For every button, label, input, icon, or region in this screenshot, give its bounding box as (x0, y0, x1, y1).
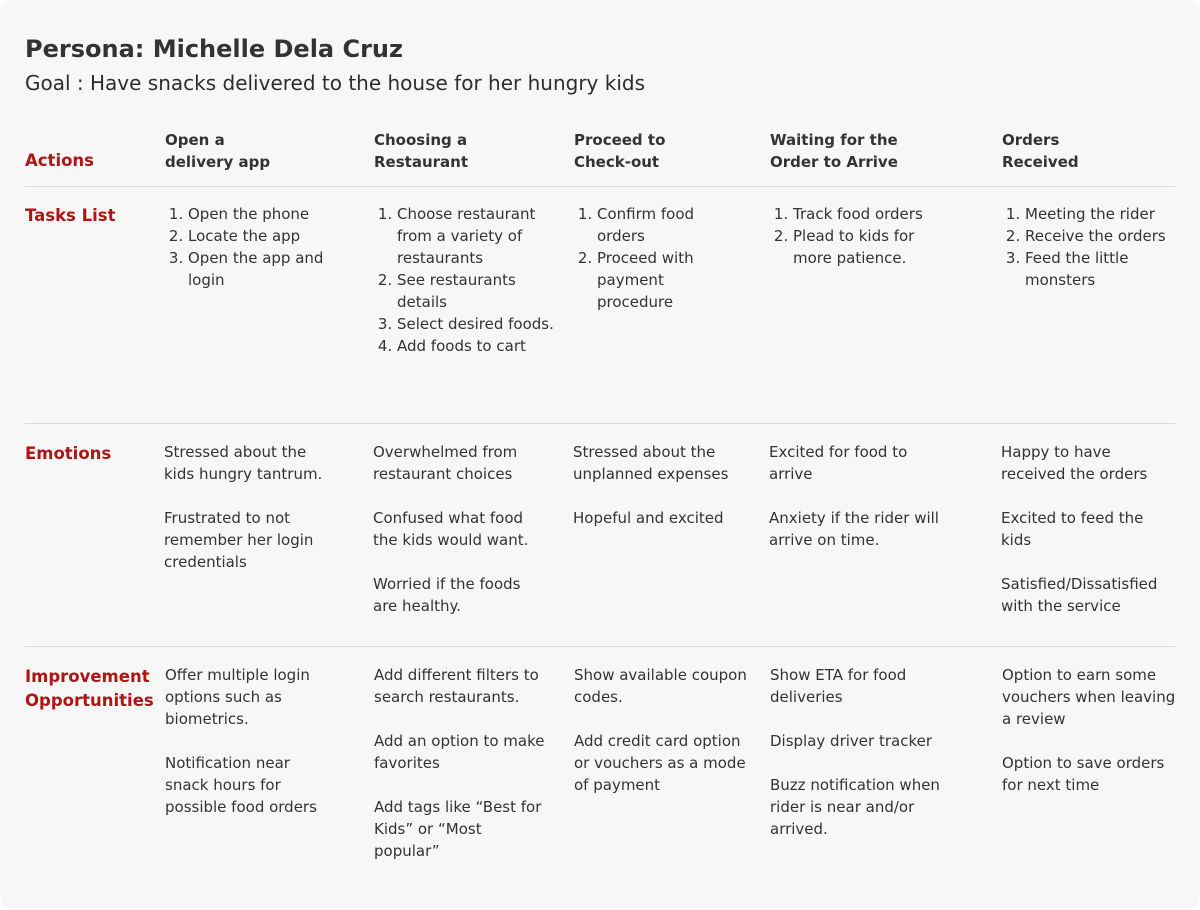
stage-header-line: Proceed to (574, 131, 666, 149)
tasks-cell-open-app (165, 203, 340, 291)
stage-header-waiting (770, 129, 898, 173)
stage-header-line: Restaurant (374, 153, 468, 171)
emotion-text: Happy to have received the orders (1001, 443, 1148, 483)
stage-header-checkout (574, 129, 665, 173)
row-label-improvement-opportunities (25, 665, 154, 713)
opportunity-text: Show ETA for food deliveries (770, 666, 907, 706)
row-divider (25, 423, 1175, 424)
stage-header-line: Orders (1002, 131, 1060, 149)
emotion-text: Worried if the foods are healthy. (373, 575, 521, 615)
task-item: 1. Confirm food orders (597, 203, 724, 247)
row-label-line: Improvement (25, 667, 150, 686)
emotion-text: Excited to feed the kids (1001, 509, 1144, 549)
opportunity-text: Add credit card option or vouchers as a mode of payment (574, 732, 746, 794)
stage-header-line: Order to Arrive (770, 153, 898, 171)
emotions-cell-waiting (769, 441, 944, 551)
emotions-cell-checkout (573, 441, 743, 529)
emotion-text: Overwhelmed from restaurant choices (373, 443, 518, 483)
emotion-text: Satisfied/Dissatisfied with the service (1001, 575, 1158, 615)
tasks-cell-received (1002, 203, 1177, 291)
emotions-cell-received (1001, 441, 1171, 617)
task-item: 3. Select desired foods. (397, 313, 554, 335)
tasks-cell-waiting (770, 203, 945, 269)
task-item: 1. Track food orders (793, 203, 945, 225)
emotion-text: Hopeful and excited (573, 509, 724, 527)
row-divider (25, 646, 1175, 647)
opportunity-text: Show available coupon codes. (574, 666, 747, 706)
task-item: 2. See restaurants details (397, 269, 554, 313)
task-list (374, 203, 554, 357)
emotion-text: Confused what food the kids would want. (373, 509, 529, 549)
opportunities-cell-checkout (574, 664, 754, 796)
task-item: 2. Plead to kids for more patience. (793, 225, 945, 269)
stage-header-choosing-restaurant (374, 129, 468, 173)
opportunity-text: Add different filters to search restaurants. (374, 666, 539, 706)
row-label-actions: Actions (25, 151, 94, 170)
tasks-cell-checkout (574, 203, 724, 313)
emotion-text: Anxiety if the rider will arrive on time. (769, 509, 939, 549)
task-item: 2. Receive the orders (1025, 225, 1177, 247)
row-label-tasks: Tasks List (25, 206, 116, 225)
task-item: 3. Open the app and login (188, 247, 340, 291)
opportunity-text: Add tags like “Best for Kids” or “Most popular” (374, 798, 542, 860)
emotion-text: Frustrated to not remember her login credentials (164, 509, 314, 571)
opportunity-text: Offer multiple login options such as biometrics. (165, 666, 310, 728)
emotion-text: Excited for food to arrive (769, 443, 908, 483)
row-label-line: Opportunities (25, 691, 154, 710)
persona-goal: Goal : Have snacks delivered to the house for her hungry kids (25, 71, 645, 95)
opportunity-text: Buzz notification when rider is near and/or arrived. (770, 776, 940, 838)
task-item: 4. Add foods to cart (397, 335, 554, 357)
task-list (770, 203, 945, 269)
task-item: 1. Open the phone (188, 203, 340, 225)
opportunities-cell-waiting (770, 664, 945, 840)
opportunity-text: Option to save orders for next time (1002, 754, 1165, 794)
row-divider (25, 186, 1175, 187)
stage-header-line: Open a (165, 131, 225, 149)
stage-header-line: Choosing a (374, 131, 468, 149)
task-item: 2. Proceed with payment procedure (597, 247, 724, 313)
stage-header-received (1002, 129, 1079, 173)
persona-title: Persona: Michelle Dela Cruz (25, 35, 403, 63)
emotions-cell-open-app (164, 441, 334, 573)
emotion-text: Stressed about the kids hungry tantrum. (164, 443, 323, 483)
task-item: 2. Locate the app (188, 225, 340, 247)
task-list (574, 203, 724, 313)
task-item: 1. Choose restaurant from a variety of restaurants (397, 203, 554, 269)
stage-header-line: delivery app (165, 153, 271, 171)
opportunity-text: Display driver tracker (770, 732, 932, 750)
opportunities-cell-open-app (165, 664, 335, 818)
task-list (165, 203, 340, 291)
stage-header-open-app (165, 129, 270, 173)
tasks-cell-choosing-restaurant (374, 203, 554, 357)
stage-header-line: Check-out (574, 153, 660, 171)
stage-header-line: Received (1002, 153, 1079, 171)
task-item: 3. Feed the little monsters (1025, 247, 1177, 291)
opportunities-cell-received (1002, 664, 1177, 796)
opportunity-text: Add an option to make favorites (374, 732, 545, 772)
task-list (1002, 203, 1177, 291)
stage-header-line: Waiting for the (770, 131, 898, 149)
opportunities-cell-choosing-restaurant (374, 664, 549, 862)
opportunity-text: Option to earn some vouchers when leaving a review (1002, 666, 1176, 728)
emotions-cell-choosing-restaurant (373, 441, 543, 617)
task-item: 1. Meeting the rider (1025, 203, 1177, 225)
opportunity-text: Notification near snack hours for possible food orders (165, 754, 317, 816)
emotion-text: Stressed about the unplanned expenses (573, 443, 729, 483)
row-label-emotions: Emotions (25, 444, 112, 463)
